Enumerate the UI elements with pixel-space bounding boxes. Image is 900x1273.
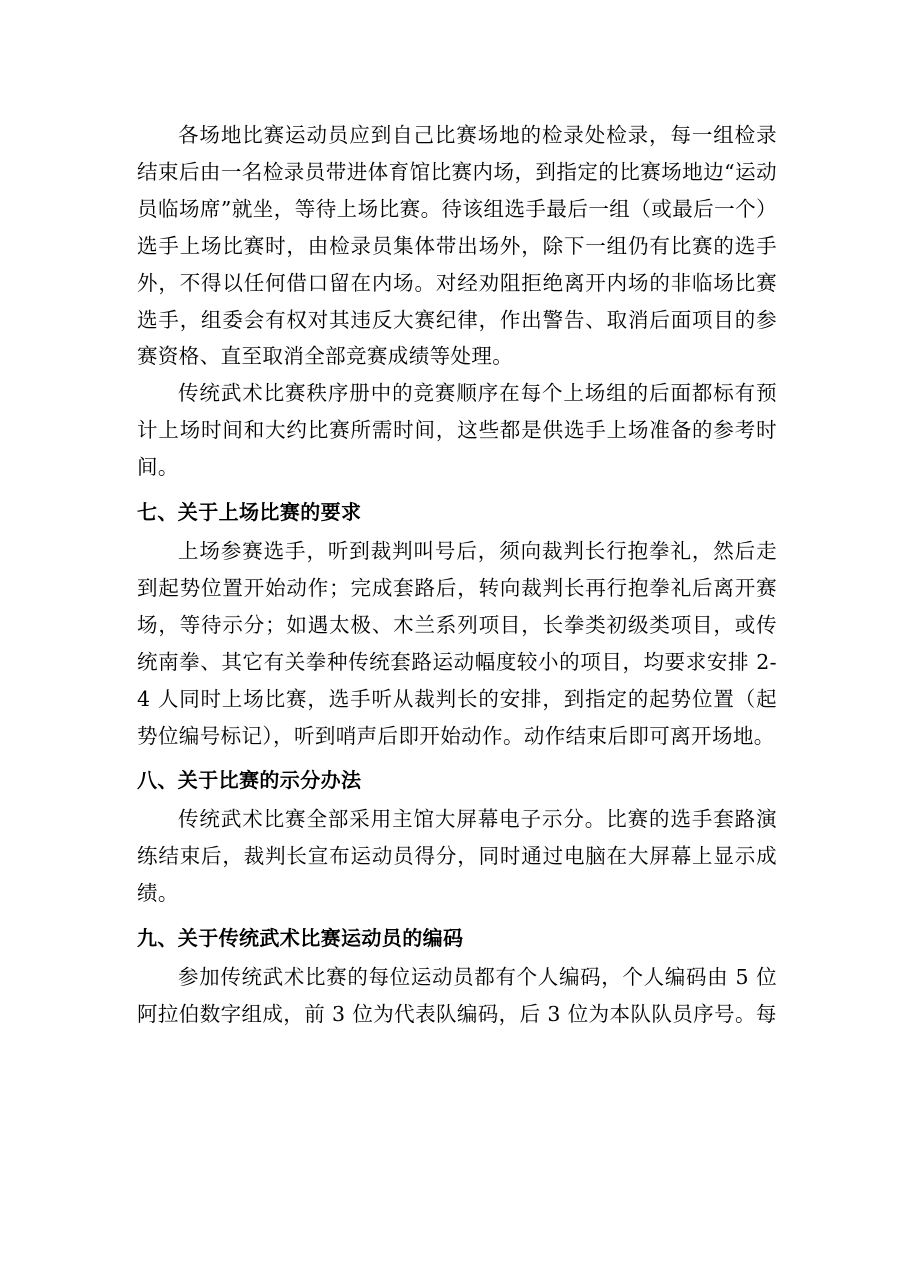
paragraph-schedule-times: 传统武术比赛秩序册中的竞赛顺序在每个上场组的后面都标有预计上场时间和大约比赛所需时间，这些都是供选手上场准备的参考时间。 bbox=[137, 381, 777, 480]
section-heading-9: 九、关于传统武术比赛运动员的编码 bbox=[137, 926, 464, 951]
document-page bbox=[137, 117, 777, 1033]
paragraph-score-display: 传统武术比赛全部采用主馆大屏幕电子示分。比赛的选手套路演练结束后，裁判长宣布运动员得分，同时通过电脑在大屏幕上显示成绩。 bbox=[137, 807, 777, 906]
paragraph-competition-requirements: 上场参赛选手，听到裁判叫号后，须向裁判长行抱拳礼，然后走到起势位置开始动作；完成套路后，转向裁判长再行抱拳礼后离开赛场，等待示分；如遇太极、木兰系列项目，长拳类初级类项目，或传统南拳、其它有关拳种传统套路运动幅度较小的项目，均要求安排 2-4 人同时上场比赛，选手听从裁判长的安排，到指定的起势位置（起势位编号标记），听到哨声后即开始动作。动作结束后即可离开场地。 bbox=[137, 538, 777, 748]
paragraph-athlete-codes: 参加传统武术比赛的每位运动员都有个人编码，个人编码由 5 位阿拉伯数字组成，前 3 位为代表队编码，后 3 位为本队队员序号。每 bbox=[137, 964, 777, 1026]
paragraph-athlete-check-in: 各场地比赛运动员应到自己比赛场地的检录处检录，每一组检录结束后由一名检录员带进体育馆比赛内场，到指定的比赛场地边“运动员临场席”就坐，等待上场比赛。待该组选手最后一组（或最后一个）选手上场比赛时，由检录员集体带出场外，除下一组仍有比赛的选手外，不得以任何借口留在内场。对经劝阻拒绝离开内场的非临场比赛选手，组委会有权对其违反大赛纪律，作出警告、取消后面项目的参赛资格、直至取消全部竞赛成绩等处理。 bbox=[137, 123, 777, 369]
section-heading-8: 八、关于比赛的示分办法 bbox=[137, 768, 362, 793]
section-heading-7: 七、关于上场比赛的要求 bbox=[137, 500, 362, 525]
